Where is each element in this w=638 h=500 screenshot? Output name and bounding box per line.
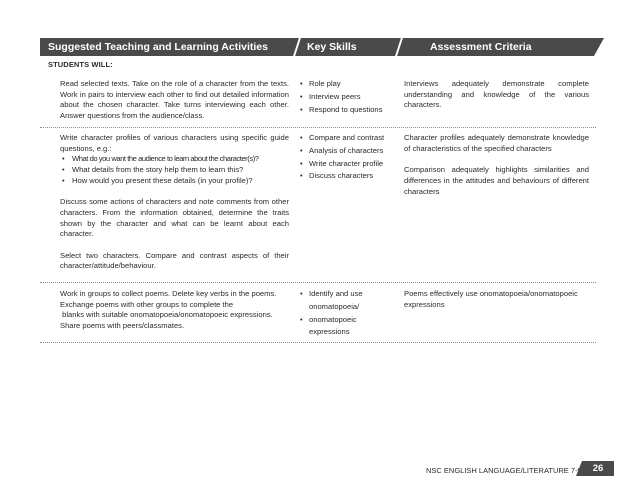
- row1-activities: [60, 79, 289, 122]
- skill-item: • Role play: [300, 78, 395, 91]
- row2-activities-compare: Select two characters. Compare and contrast aspects of their character/attitude/behaviour.: [60, 250, 289, 271]
- row3-activities-line: blanks with suitable onomatopoeia/onomatopoeic expressions.: [60, 310, 273, 320]
- skill-item: • Respond to questions: [300, 104, 395, 117]
- row1-criteria: [404, 79, 589, 111]
- header-band-end: [594, 38, 604, 56]
- row3-criteria: [404, 289, 594, 310]
- row1-skills: [300, 78, 395, 116]
- row3-activities-line: Share poems with peers/classmates.: [60, 321, 185, 331]
- skill-item-continued: expressions: [309, 327, 350, 337]
- skill-item: • Analysis of characters: [300, 145, 395, 158]
- row3-skills: [300, 288, 395, 339]
- skill-item-continued: onomatopoeia/: [309, 301, 360, 311]
- row2-criteria: [404, 133, 589, 197]
- header-assessment: Assessment Criteria: [430, 41, 532, 53]
- header-divider: [293, 38, 301, 56]
- header-activities: Suggested Teaching and Learning Activities: [48, 41, 268, 53]
- row1-activities-text: Read selected texts. Take on the role of a character from the texts. Work in pairs to interview each other to find out detailed information about the chosen character. Take turns interviewing each other. Answer questions from the audience/class.: [60, 79, 289, 121]
- row-divider: [40, 282, 596, 283]
- skill-item: • Write character profile: [300, 158, 395, 171]
- row3-activities-line: Work in groups to collect poems. Delete key verbs in the poems.: [60, 289, 277, 298]
- row3-criteria-text: Poems effectively use onomatopoeia/onomatopoeic expressions: [404, 289, 578, 309]
- question-item: • How would you present these details (in your profile)?: [60, 176, 289, 187]
- row-divider: [40, 127, 596, 128]
- table-header: [40, 38, 594, 56]
- footer-title: NSC ENGLISH LANGUAGE/LITERATURE 7-9: [426, 466, 582, 475]
- row3-activities: [60, 289, 295, 332]
- row2-activities-intro: Write character profiles of various characters using specific guide questions, e.g.:: [60, 133, 289, 153]
- row-divider: [40, 342, 596, 343]
- question-item: • What details from the story help them to learn this?: [60, 165, 289, 176]
- students-will-label: STUDENTS WILL:: [48, 60, 113, 69]
- skill-item: • onomatopoeic: [300, 314, 395, 327]
- skill-item: • Interview peers: [300, 91, 395, 104]
- skill-item: • Identify and use: [300, 288, 395, 301]
- page-number: 26: [582, 461, 614, 476]
- skill-item: • Compare and contrast: [300, 132, 395, 145]
- row2-criteria-profiles: Character profiles adequately demonstrate knowledge of characteristics of the specified characters: [404, 133, 589, 153]
- skill-item: • Discuss characters: [300, 170, 395, 183]
- question-item: • What do you want the audience to learn about the character(s)?: [60, 154, 289, 165]
- row2-activities: [60, 133, 289, 272]
- header-key-skills: Key Skills: [307, 41, 357, 53]
- row2-activities-discuss: Discuss some actions of characters and note comments from other characters. From the information obtained, determine the traits shown by the character and what can be learnt about each character.: [60, 197, 289, 239]
- header-divider: [395, 38, 403, 56]
- row3-activities-line: Exchange poems with other groups to complete the: [60, 299, 234, 309]
- row2-criteria-comparison: Comparison adequately highlights similarities and differences in the attitudes and behaviours of different characters: [404, 165, 589, 196]
- row2-skills: [300, 132, 395, 183]
- row1-criteria-text: Interviews adequately demonstrate complete understanding and knowledge of the various characters.: [404, 79, 589, 110]
